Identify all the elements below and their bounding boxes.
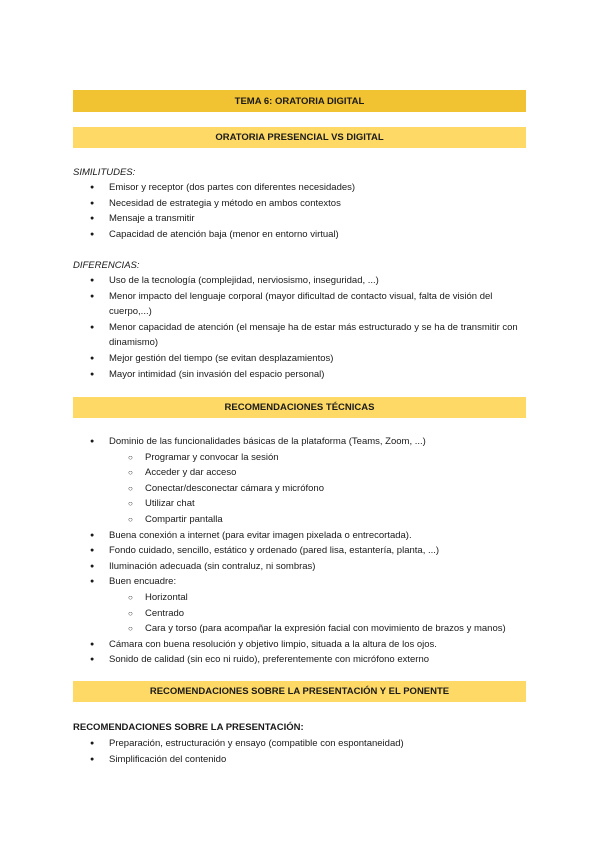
list-item: ● Simplificación del contenido — [0, 752, 600, 768]
list-item: ● Cámara con buena resolución y objetivo limpio, situada a la altura de los ojos. — [0, 637, 600, 653]
diferencias-list — [0, 273, 600, 382]
sub-list-item: ○ Conectar/desconectar cámara y micrófono — [0, 481, 600, 497]
list-item: ● Uso de la tecnología (complejidad, nerviosismo, inseguridad, ...) — [0, 273, 600, 289]
list-item: ● Mejor gestión del tiempo (se evitan desplazamientos) — [0, 351, 600, 367]
list-item: ● Menor impacto del lenguaje corporal (mayor dificultad de contacto visual, falta de visión del cuerpo,...) — [0, 289, 600, 320]
list-item: ● Buena conexión a internet (para evitar imagen pixelada o entrecortada). — [0, 528, 600, 544]
diferencias-label: DIFERENCIAS: — [73, 260, 140, 271]
recomendaciones-tecnicas-list — [0, 434, 600, 668]
section-heading-recomendaciones-tecnicas: RECOMENDACIONES TÉCNICAS — [73, 397, 526, 418]
list-item: ● Preparación, estructuración y ensayo (compatible con espontaneidad) — [0, 736, 600, 752]
similitudes-list — [0, 180, 600, 242]
list-item: ● Fondo cuidado, sencillo, estático y ordenado (pared lisa, estantería, planta, ...) — [0, 543, 600, 559]
sub-list-item: ○ Compartir pantalla — [0, 512, 600, 528]
list-item: ● Iluminación adecuada (sin contraluz, ni sombras) — [0, 559, 600, 575]
presentacion-sublabel: RECOMENDACIONES SOBRE LA PRESENTACIÓN: — [73, 722, 304, 733]
list-item: ● Buen encuadre: — [0, 574, 600, 590]
sub-list-item: ○ Horizontal — [0, 590, 600, 606]
sub-list-item: ○ Utilizar chat — [0, 496, 600, 512]
page-title: TEMA 6: ORATORIA DIGITAL — [73, 90, 526, 112]
sub-list-item: ○ Centrado — [0, 606, 600, 622]
presentacion-list — [0, 736, 600, 767]
list-item: ● Capacidad de atención baja (menor en entorno virtual) — [0, 227, 600, 243]
list-item: ● Dominio de las funcionalidades básicas de la plataforma (Teams, Zoom, ...) — [0, 434, 600, 450]
list-item: ● Necesidad de estrategia y método en ambos contextos — [0, 196, 600, 212]
section-heading-presencial-vs-digital: ORATORIA PRESENCIAL VS DIGITAL — [73, 127, 526, 148]
list-item: ● Menor capacidad de atención (el mensaje ha de estar más estructurado y se ha de transmitir con dinamismo) — [0, 320, 600, 351]
sub-list-item: ○ Acceder y dar acceso — [0, 465, 600, 481]
similitudes-label: SIMILITUDES: — [73, 167, 136, 178]
sub-list-item: ○ Programar y convocar la sesión — [0, 450, 600, 466]
section-heading-presentacion-ponente: RECOMENDACIONES SOBRE LA PRESENTACIÓN Y EL PONENTE — [73, 681, 526, 702]
sub-list-item: ○ Cara y torso (para acompañar la expresión facial con movimiento de brazos y manos) — [0, 621, 600, 637]
list-item: ● Sonido de calidad (sin eco ni ruido), preferentemente con micrófono externo — [0, 652, 600, 668]
list-item: ● Mensaje a transmitir — [0, 211, 600, 227]
list-item: ● Emisor y receptor (dos partes con diferentes necesidades) — [0, 180, 600, 196]
list-item: ● Mayor intimidad (sin invasión del espacio personal) — [0, 367, 600, 383]
